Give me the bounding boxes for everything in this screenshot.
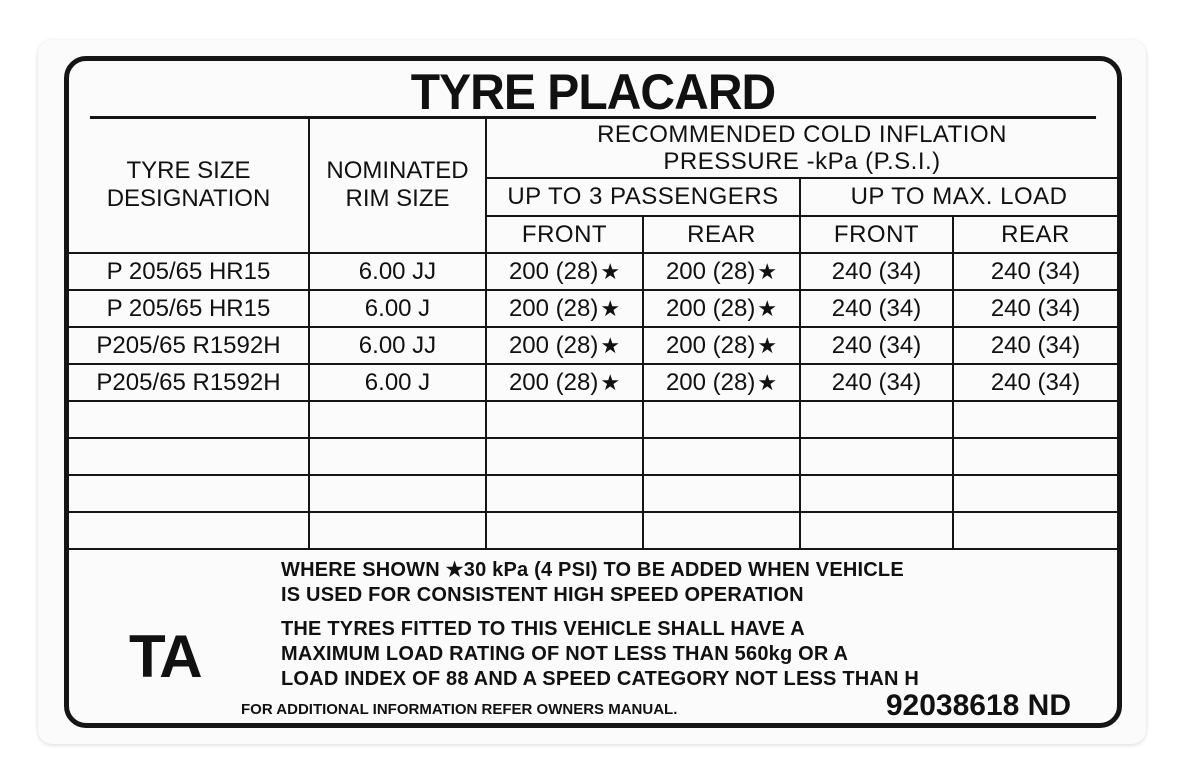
- tyre-size-cell: P205/65 R1592H: [69, 364, 309, 401]
- front-max-pressure-cell: 240 (34): [800, 290, 953, 327]
- manual-note: FOR ADDITIONAL INFORMATION REFER OWNERS MANUAL.: [241, 701, 678, 718]
- rear-max-pressure-cell: 240 (34): [953, 290, 1117, 327]
- rear-max-pressure-cell: 240 (34): [953, 364, 1117, 401]
- empty-row: [69, 438, 1117, 475]
- pressure-value: 200 (28): [508, 368, 599, 396]
- header-pressure-text: RECOMMENDED COLD INFLATION PRESSURE -kPa (P.S.I.): [597, 120, 1007, 175]
- header-front-passengers: FRONT: [486, 216, 643, 253]
- tyre-size-cell: P 205/65 HR15: [69, 253, 309, 290]
- inflation-table: [69, 118, 1117, 550]
- tyre-placard: [64, 56, 1122, 728]
- rear-pressure-cell: [643, 290, 800, 327]
- pressure-value: 200 (28): [665, 257, 756, 285]
- rear-pressure-cell: [643, 364, 800, 401]
- star-icon: ★: [757, 332, 778, 358]
- placard-title: TYRE PLACARD: [90, 61, 1096, 119]
- note-load-rating-3: LOAD INDEX OF 88 AND A SPEED CATEGORY NOT LESS THAN H: [281, 668, 920, 690]
- header-pressure: [486, 118, 1117, 178]
- pressure-value: 200 (28): [665, 331, 756, 359]
- front-pressure-cell: [486, 327, 643, 364]
- rear-pressure-cell: [643, 253, 800, 290]
- star-icon: ★: [757, 295, 778, 321]
- model-code: TA: [129, 623, 201, 690]
- note-high-speed-2: IS USED FOR CONSISTENT HIGH SPEED OPERATION: [281, 584, 804, 606]
- empty-row: [69, 401, 1117, 438]
- rear-max-pressure-cell: 240 (34): [953, 253, 1117, 290]
- front-pressure-cell: [486, 364, 643, 401]
- star-icon: ★: [757, 258, 778, 284]
- front-max-pressure-cell: 240 (34): [800, 253, 953, 290]
- rim-size-cell: 6.00 J: [309, 364, 486, 401]
- tyre-size-cell: P 205/65 HR15: [69, 290, 309, 327]
- table-row: [69, 253, 1117, 290]
- empty-row: [69, 475, 1117, 512]
- header-rear-passengers: REAR: [643, 216, 800, 253]
- front-pressure-cell: [486, 253, 643, 290]
- star-icon: ★: [600, 258, 621, 284]
- note-load-rating: THE TYRES FITTED TO THIS VEHICLE SHALL HAVE A: [281, 618, 805, 640]
- pressure-value: 200 (28): [665, 368, 756, 396]
- tyre-size-cell: P205/65 R1592H: [69, 327, 309, 364]
- front-pressure-cell: [486, 290, 643, 327]
- rear-max-pressure-cell: 240 (34): [953, 327, 1117, 364]
- header-rear-max: REAR: [953, 216, 1117, 253]
- front-max-pressure-cell: 240 (34): [800, 364, 953, 401]
- rear-pressure-cell: [643, 327, 800, 364]
- header-rim-size: [309, 118, 486, 253]
- pressure-value: 200 (28): [508, 257, 599, 285]
- note-high-speed: WHERE SHOWN ★30 kPa (4 PSI) TO BE ADDED WHEN VEHICLE: [281, 559, 904, 581]
- header-rim-size-text: NOMINATED RIM SIZE: [326, 157, 469, 212]
- rim-size-cell: 6.00 JJ: [309, 253, 486, 290]
- placard-footer: [69, 554, 1117, 724]
- star-icon: ★: [600, 332, 621, 358]
- header-front-max: FRONT: [800, 216, 953, 253]
- header-tyre-size-text: TYRE SIZE DESIGNATION: [106, 157, 271, 212]
- pressure-value: 200 (28): [508, 331, 599, 359]
- header-tyre-size: [69, 118, 309, 253]
- table-row: [69, 327, 1117, 364]
- star-icon: ★: [757, 369, 778, 395]
- front-max-pressure-cell: 240 (34): [800, 327, 953, 364]
- table-row: [69, 364, 1117, 401]
- pressure-value: 200 (28): [665, 294, 756, 322]
- part-number: 92038618 ND: [885, 689, 1071, 722]
- header-group-max-load: UP TO MAX. LOAD: [800, 178, 1117, 216]
- pressure-value: 200 (28): [508, 294, 599, 322]
- star-icon: ★: [600, 295, 621, 321]
- empty-row: [69, 512, 1117, 549]
- header-group-passengers: UP TO 3 PASSENGERS: [486, 178, 800, 216]
- rim-size-cell: 6.00 J: [309, 290, 486, 327]
- rim-size-cell: 6.00 JJ: [309, 327, 486, 364]
- table-row: [69, 290, 1117, 327]
- note-load-rating-2: MAXIMUM LOAD RATING OF NOT LESS THAN 560kg OR A: [281, 643, 849, 665]
- star-icon: ★: [600, 369, 621, 395]
